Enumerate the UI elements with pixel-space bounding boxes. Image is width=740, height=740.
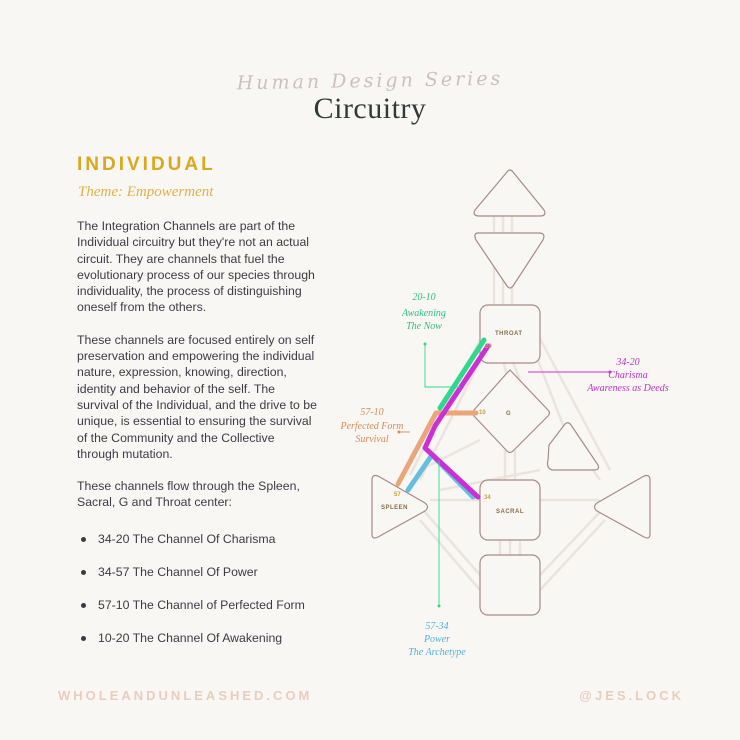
callout-power-line1: Power — [423, 634, 451, 645]
head-center — [474, 170, 545, 216]
center-label-throat: THROAT — [495, 331, 523, 337]
callout-charisma-line1: Charisma — [608, 370, 648, 381]
callout-power-code: 57-34 — [425, 621, 449, 632]
page-title: Circuitry — [313, 92, 427, 125]
section-heading: INDIVIDUAL — [77, 154, 216, 175]
channel-label: 10-20 The Channel Of Awakening — [98, 631, 283, 645]
callout-perfected-line1: Perfected Form — [340, 421, 404, 432]
social-handle[interactable]: @JES.LOCK — [579, 688, 684, 703]
channel-label: 34-20 The Channel Of Charisma — [98, 532, 276, 546]
callout-power-line2: The Archetype — [408, 647, 466, 658]
callout-awakening-line2: The Now — [406, 321, 442, 332]
section-theme: Theme: Empowerment — [78, 184, 214, 200]
callout-awakening-code: 20-10 — [412, 292, 436, 303]
center-label-spleen: SPLEEN — [381, 505, 409, 511]
callout-charisma-code: 34-20 — [616, 357, 640, 368]
center-label-g: G — [506, 411, 512, 417]
callout-awakening-line1: Awakening — [402, 308, 446, 319]
ajna-center — [475, 233, 544, 288]
gate-number-34: 34 — [484, 495, 491, 501]
paragraph-3: These channels flow through the Spleen, Sacral, G and Throat center: — [77, 479, 300, 510]
root-center — [480, 555, 540, 615]
gate-number-20: 20 — [485, 344, 492, 350]
gate-number-57: 57 — [394, 492, 401, 498]
callout-charisma-line2: Awareness as Deeds — [587, 383, 669, 394]
paragraph-2: These channels are focused entirely on self preservation and empowering the individual nature, expression, knowing, direction, identity and behavior of the self. The survival of the Individual, and the drive to be unique, is essential to ensuring the survival of the Community and the Collective through mutation. — [77, 332, 317, 461]
solar-plexus-center — [595, 476, 651, 539]
heart-center — [548, 423, 599, 470]
channel-label: 57-10 The Channel of Perfected Form — [98, 598, 305, 612]
callout-perfected-code: 57-10 — [360, 407, 384, 418]
channel-label: 34-57 The Channel Of Power — [98, 565, 258, 579]
callout-perfected-line2: Survival — [355, 434, 389, 445]
website-link[interactable]: WHOLEANDUNLEASHED.COM — [58, 688, 313, 703]
center-label-sacral: SACRAL — [496, 509, 524, 515]
paragraph-1: The Integration Channels are part of the Individual circuitry but they're not an actual circuit. They are channels that fuel the evolutionary process of our species through individuality, the process of distinguishing oneself from the others. — [77, 219, 315, 315]
gate-number-10: 10 — [479, 410, 486, 416]
series-script-title: Human Design Series — [236, 67, 504, 95]
